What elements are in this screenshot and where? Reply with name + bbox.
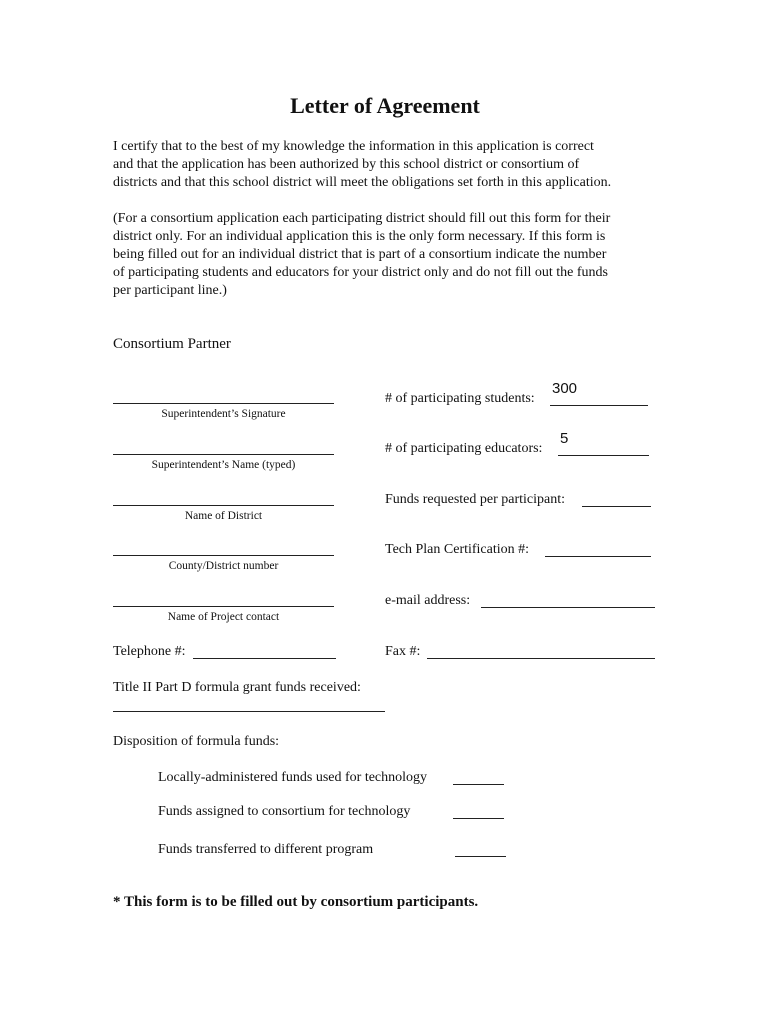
instructions-line: district only. For an individual application this is the only form necessary. If this form is: [113, 229, 606, 244]
district-name-caption: Name of District: [184, 510, 263, 522]
county-district-line[interactable]: [113, 555, 334, 556]
certification-line: and that the application has been authorized by this school district or consortium of: [113, 157, 580, 172]
telephone-label: Telephone #:: [113, 644, 186, 659]
locally-administered-line[interactable]: [453, 784, 504, 785]
instructions-line: being filled out for an individual district that is part of a consortium indicate the number: [113, 247, 607, 262]
fax-line[interactable]: [427, 658, 655, 659]
students-value[interactable]: 300: [552, 380, 578, 397]
fax-label: Fax #:: [385, 644, 421, 659]
county-district-caption: County/District number: [168, 560, 279, 572]
funds-per-participant-line[interactable]: [582, 506, 651, 507]
locally-administered-label: Locally-administered funds used for technology: [158, 770, 428, 785]
email-line[interactable]: [481, 607, 655, 608]
instructions-line: per participant line.): [113, 283, 227, 298]
certification-line: I certify that to the best of my knowledge the information in this application is correct: [113, 139, 594, 154]
consortium-partner-label: Consortium Partner: [113, 336, 231, 352]
consortium-funds-label: Funds assigned to consortium for technology: [158, 804, 411, 819]
certification-paragraph: [113, 138, 658, 192]
certification-line: districts and that this school district will meet the obligations set forth in this application.: [113, 175, 612, 190]
grant-funds-label: Title II Part D formula grant funds received:: [113, 680, 361, 695]
instructions-paragraph: [113, 210, 658, 300]
signature-line[interactable]: [113, 403, 334, 404]
email-label: e-mail address:: [385, 593, 471, 608]
instructions-line: (For a consortium application each participating district should fill out this form for their: [113, 211, 611, 226]
funds-per-participant-label: Funds requested per participant:: [385, 492, 566, 507]
consortium-funds-line[interactable]: [453, 818, 504, 819]
telephone-line[interactable]: [193, 658, 336, 659]
students-line[interactable]: [550, 405, 648, 406]
educators-value[interactable]: 5: [560, 430, 569, 447]
transferred-funds-label: Funds transferred to different program: [158, 842, 374, 857]
superintendent-name-caption: Superintendent’s Name (typed): [151, 459, 296, 471]
educators-label: # of participating educators:: [385, 441, 543, 456]
grant-funds-line[interactable]: [113, 711, 385, 712]
district-name-line[interactable]: [113, 505, 334, 506]
page-title: Letter of Agreement: [290, 93, 480, 118]
tech-plan-line[interactable]: [545, 556, 651, 557]
signature-caption: Superintendent’s Signature: [161, 408, 286, 420]
project-contact-line[interactable]: [113, 606, 334, 607]
tech-plan-label: Tech Plan Certification #:: [385, 542, 530, 557]
transferred-funds-line[interactable]: [455, 856, 506, 857]
footer-note: * This form is to be filled out by consortium participants.: [113, 894, 479, 910]
students-label: # of participating students:: [385, 391, 535, 406]
superintendent-name-line[interactable]: [113, 454, 334, 455]
educators-line[interactable]: [558, 455, 649, 456]
disposition-heading: Disposition of formula funds:: [113, 734, 280, 749]
instructions-line: of participating students and educators for your district only and do not fill out the funds: [113, 265, 608, 280]
project-contact-caption: Name of Project contact: [167, 611, 280, 623]
